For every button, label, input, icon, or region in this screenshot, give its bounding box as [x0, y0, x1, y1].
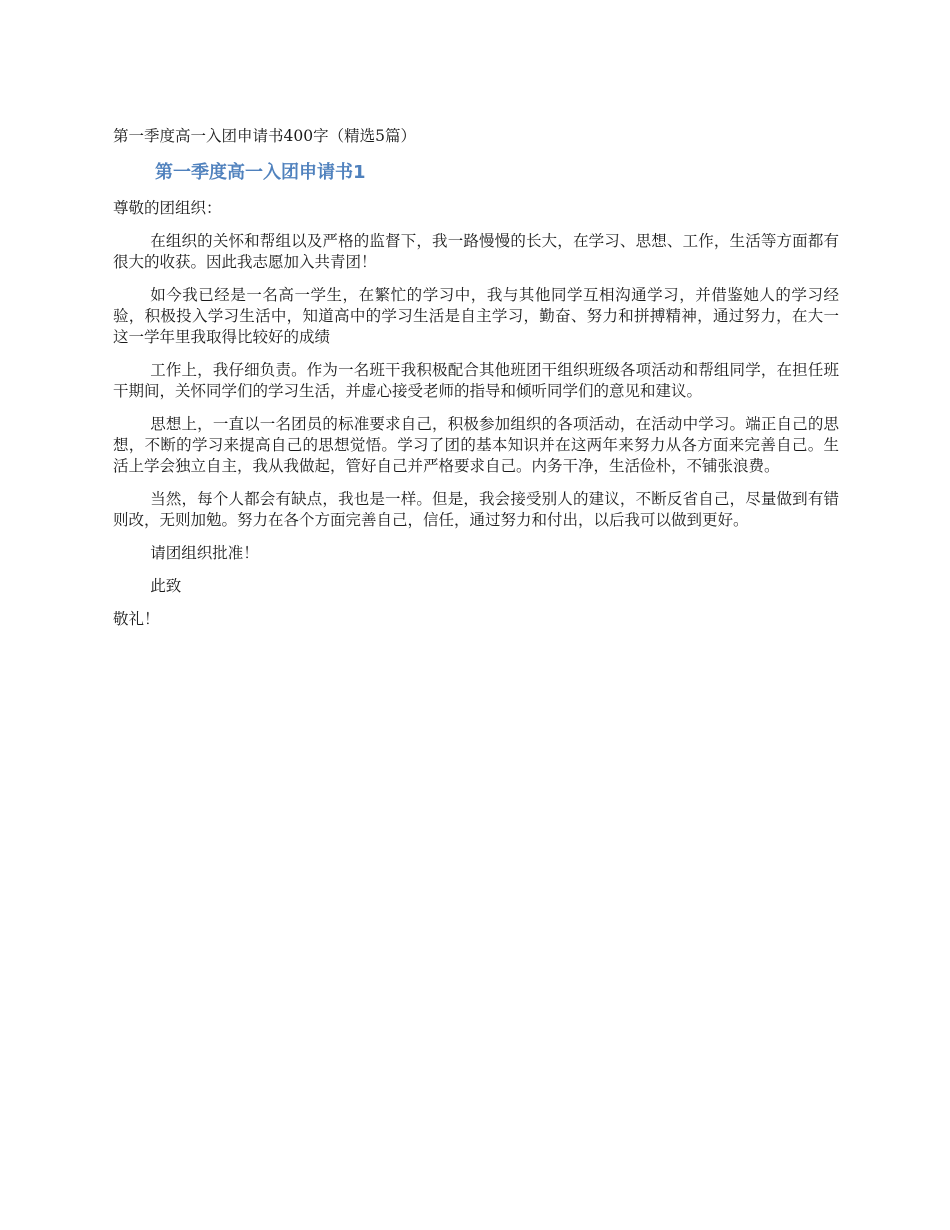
body-paragraph: 工作上，我仔细负责。作为一名班干我积极配合其他班团干组织班级各项活动和帮组同学，在担任班干期间，关怀同学们的学习生活，并虚心接受老师的指导和倾听同学们的意见和建议。: [113, 361, 839, 400]
body-paragraph: 在组织的关怀和帮组以及严格的监督下，我一路慢慢的长大，在学习、思想、工作，生活等方面都有很大的收获。因此我志愿加入共青团！: [113, 232, 839, 271]
document-page: [113, 124, 839, 642]
section-heading: 第一季度高一入团申请书1: [155, 162, 366, 183]
body-paragraph: 当然，每个人都会有缺点，我也是一样。但是，我会接受别人的建议，不断反省自己，尽量做到有错则改，无则加勉。努力在各个方面完善自己，信任，通过努力和付出，以后我可以做到更好。: [113, 490, 839, 529]
request-line: 请团组织批准！: [150, 544, 259, 562]
document-title: 第一季度高一入团申请书400字（精选5篇）: [113, 127, 416, 145]
regards-line: 此致: [150, 577, 182, 595]
body-paragraph: 思想上，一直以一名团员的标准要求自己，积极参加组织的各项活动，在活动中学习。端正自己的思想，不断的学习来提高自己的思想觉悟。学习了团的基本知识并在这两年来努力从各方面来完善自己。生活上学会独立自主，我从我做起，管好自己并严格要求自己。内务干净，生活俭朴，不铺张浪费。: [113, 415, 839, 475]
salutation: 尊敬的团组织：: [113, 199, 222, 217]
body-paragraph: 如今我已经是一名高一学生，在繁忙的学习中，我与其他同学互相沟通学习，并借鉴她人的学习经验，积极投入学习生活中，知道高中的学习生活是自主学习，勤奋、努力和拼搏精神，通过努力，在大一这一学年里我取得比较好的成绩: [113, 286, 839, 346]
closing-line: 敬礼！: [113, 610, 160, 628]
